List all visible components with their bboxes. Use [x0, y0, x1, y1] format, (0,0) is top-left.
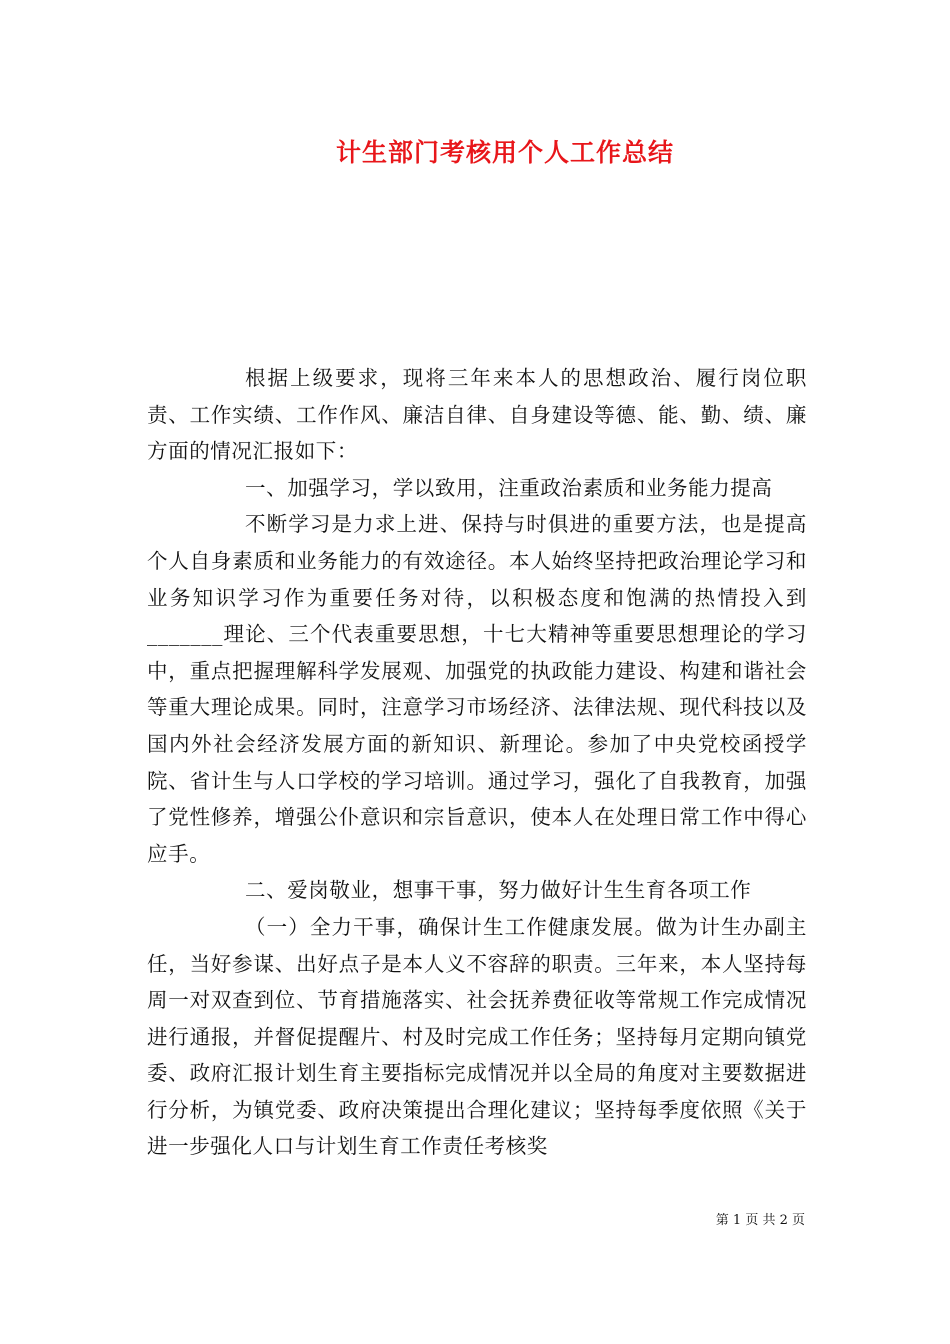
page-footer: 第 1 页 共 2 页 [715, 1213, 805, 1228]
document-body [147, 360, 807, 1165]
section-heading-1: 一、加强学习，学以致用，注重政治素质和业务能力提高 [245, 475, 773, 500]
paragraph-study: 不断学习是力求上进、保持与时俱进的重要方法，也是提高个人自身素质和业务能力的有效途径。本人始终坚持把政治理论学习和业务知识学习作为重要任务对待，以积极态度和饱满的热情投入到_______理论、三个代表重要思想，十七大精神等重要思想理论的学习中，重点把握理解科学发展观、加强党的执政能力建设、构建和谐社会等重大理论成果。同时，注意学习市场经济、法律法规、现代科技以及国内外社会经济发展方面的新知识、新理论。参加了中央党校函授学院、省计生与人口学校的学习培训。通过学习，强化了自我教育，加强了党性修养，增强公仆意识和宗旨意识，使本人在处理日常工作中得心应手。 [147, 512, 807, 866]
document-title: 计生部门考核用个人工作总结 [335, 138, 674, 167]
section-heading-2: 二、爱岗敬业，想事干事，努力做好计生生育各项工作 [245, 878, 752, 903]
paragraph-intro: 根据上级要求，现将三年来本人的思想政治、履行岗位职责、工作实绩、工作作风、廉洁自律、自身建设等德、能、勤、绩、廉方面的情况汇报如下： [147, 366, 807, 464]
paragraph-work: （一）全力干事，确保计生工作健康发展。做为计生办副主任，当好参谋、出好点子是本人义不容辞的职责。三年来，本人坚持每周一对双查到位、节育措施落实、社会抚养费征收等常规工作完成情况进行通报，并督促提醒片、村及时完成工作任务；坚持每月定期向镇党委、政府汇报计划生育主要指标完成情况并以全局的角度对主要数据进行分析，为镇党委、政府决策提出合理化建议；坚持每季度依照《关于进一步强化人口与计划生育工作责任考核奖 [147, 914, 807, 1159]
